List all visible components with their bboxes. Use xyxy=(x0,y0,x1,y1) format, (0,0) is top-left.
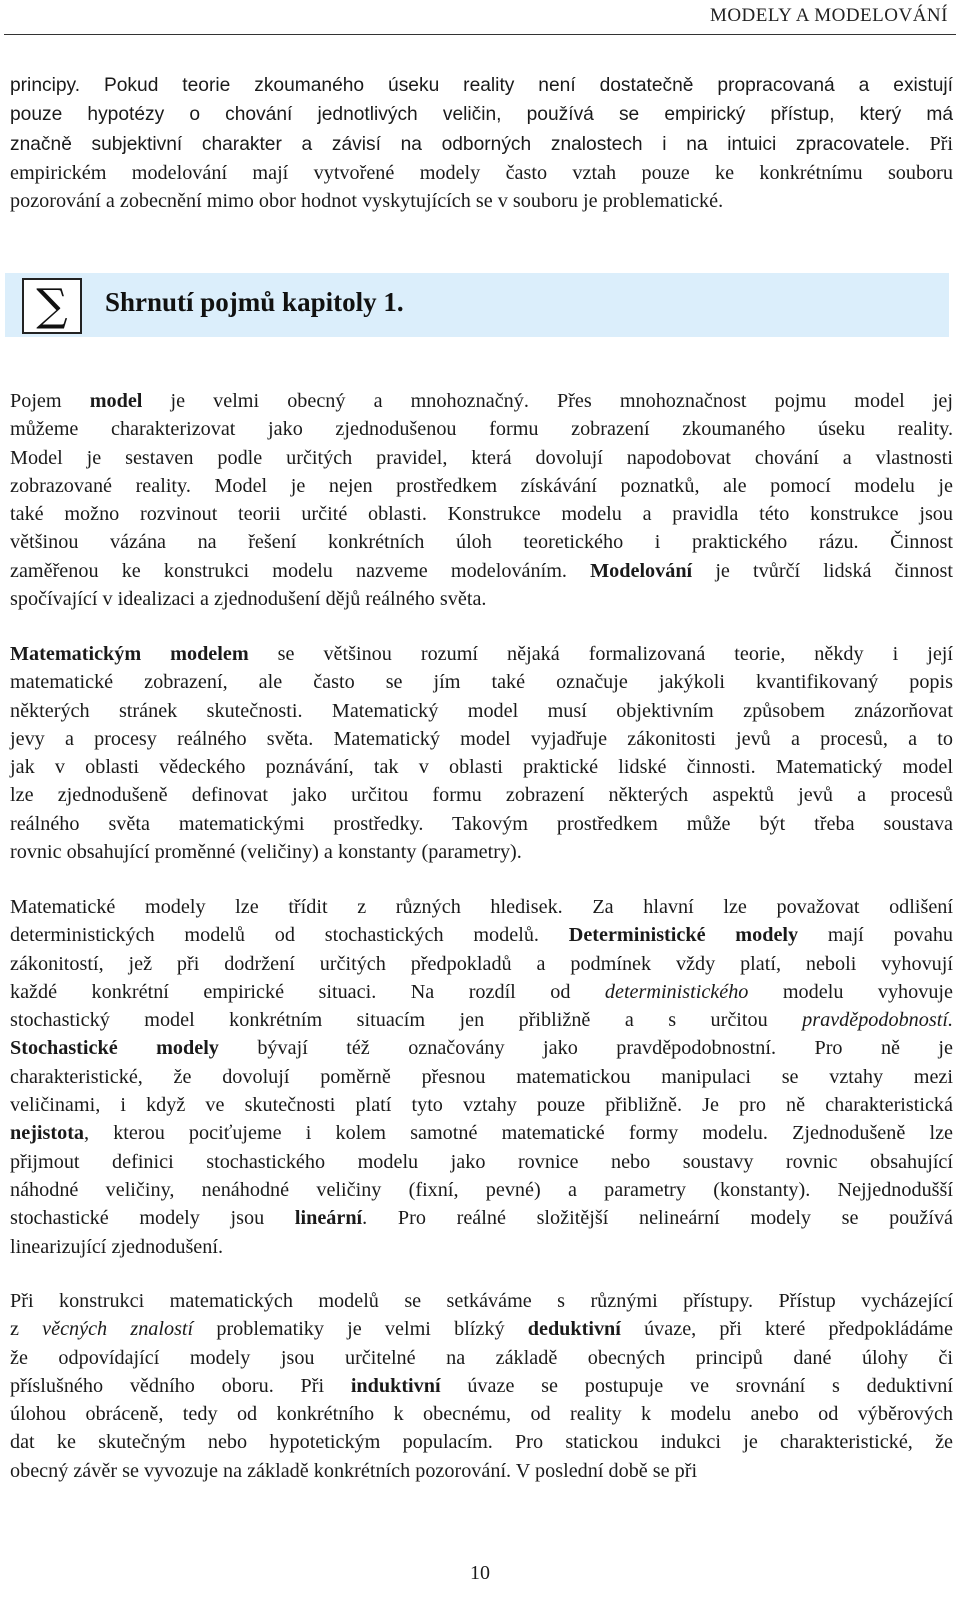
paragraph-mathematical-model xyxy=(10,640,953,866)
text-run: jevy a procesy reálného světa. Matematický model vyjadřuje zákonitosti jevů a procesů, a to xyxy=(10,727,953,750)
header-title: MODELY A MODELOVÁNÍ xyxy=(709,5,948,26)
text-line xyxy=(10,415,953,443)
text-run: se většinou rozumí nějaká formalizovaná teorie, někdy i její xyxy=(248,643,953,665)
text-line xyxy=(10,130,953,159)
bold-term: Modelování xyxy=(590,559,693,582)
text-line xyxy=(10,444,953,472)
text-run: zaměřenou ke konstrukci modelu nazveme modelováním. xyxy=(10,559,591,582)
text-line xyxy=(10,1457,953,1485)
text-run: reálného světa matematickými prostředky. Takovým prostředkem může být třeba soustava xyxy=(10,812,953,835)
page-number: 10 xyxy=(470,1562,490,1584)
text-line xyxy=(10,668,953,696)
text-line xyxy=(10,1148,953,1176)
text-run: dat ke skutečným nebo hypotetickým populacím. Pro statickou indukci je charakteristické, že xyxy=(10,1431,953,1454)
bold-term: lineární xyxy=(294,1207,363,1230)
text-run: zákonitostí, jež při dodržení určitých předpokladů a podmínek vždy platí, neboli vyhovují xyxy=(10,952,953,975)
text-run: modelu vyhovuje xyxy=(748,980,953,1003)
paragraph-approaches xyxy=(10,1287,953,1485)
text-run: Matematické modely lze třídit z různých hledisek. Za hlavní lze považovat odlišení xyxy=(10,896,953,918)
text-line xyxy=(10,810,953,838)
text-run: každé konkrétní empirické situaci. Na rozdíl od xyxy=(10,980,605,1003)
chapter-summary-banner xyxy=(5,273,949,337)
text-line xyxy=(10,71,953,100)
text-line xyxy=(10,100,953,129)
bold-term: deduktivní xyxy=(527,1318,621,1341)
text-line xyxy=(10,1176,953,1204)
text-line xyxy=(10,1372,953,1400)
text-line xyxy=(10,500,953,528)
text-run: Při xyxy=(910,132,954,155)
text-line xyxy=(10,950,953,978)
text-run: rovnic obsahující proměnné (veličiny) a konstanty (parametry). xyxy=(10,841,522,864)
text-line xyxy=(10,557,953,585)
text-line xyxy=(10,781,953,809)
text-run: z xyxy=(10,1318,43,1341)
bold-term: nejistota xyxy=(10,1122,85,1145)
text-line xyxy=(10,1287,953,1315)
text-line xyxy=(10,838,953,866)
text-line xyxy=(10,1119,953,1147)
text-run: veličinami, i když ve skutečnosti platí tyto vztahy pouze přibližně. Je pro ně charakteristická xyxy=(10,1094,953,1117)
text-line xyxy=(10,640,953,668)
sigma-icon: ∑ xyxy=(22,278,82,334)
paragraph-model-types xyxy=(10,893,953,1261)
text-line xyxy=(10,187,953,215)
text-line xyxy=(10,1428,953,1456)
text-line xyxy=(10,978,953,1006)
text-line xyxy=(10,725,953,753)
text-line xyxy=(10,753,953,781)
text-line xyxy=(10,1204,953,1232)
text-run: linearizující zjednodušení. xyxy=(10,1235,224,1258)
text-run: pozorování a zobecnění mimo obor hodnot vyskytujících se v souboru je problematické. xyxy=(10,190,724,213)
bold-term: induktivní xyxy=(350,1374,441,1397)
text-line xyxy=(10,585,953,613)
text-line xyxy=(10,697,953,725)
text-line xyxy=(10,528,953,556)
text-run: stochastický model konkrétním situacím jen přibližně a s určitou xyxy=(10,1009,803,1032)
text-run: , kterou pociťujeme i kolem samotné matematické formy modelu. Zjednodušeně lze xyxy=(84,1122,953,1145)
text-run: spočívající v idealizaci a zjednodušení dějů reálného světa. xyxy=(10,588,487,611)
text-line xyxy=(10,1063,953,1091)
text-run: principy. Pokud teorie zkoumaného úseku reality není dostatečně propracovaná a existují xyxy=(10,75,953,96)
text-line xyxy=(10,1233,953,1261)
text-run: pouze hypotézy o chování jednotlivých veličin, používá se empirický přístup, který má xyxy=(10,104,953,126)
text-run: deterministických modelů od stochastických modelů. xyxy=(10,924,569,947)
summary-title: Shrnutí pojmů kapitoly 1. xyxy=(105,287,404,317)
text-run: přijmout definici stochastického modelu jako rovnice nebo soustavy rovnic obsahující xyxy=(10,1150,953,1173)
paragraph-intro xyxy=(10,71,953,215)
text-run: značně subjektivní charakter a závisí na odborných znalostech i na intuici zpracovatele. xyxy=(10,133,911,155)
text-run: je tvůrčí lidská činnost xyxy=(692,559,953,582)
text-run: bývají též označovány jako pravděpodobnostní. Pro ně je xyxy=(218,1037,954,1060)
text-line xyxy=(10,1400,953,1428)
text-run: některých stránek skutečnosti. Matematický model musí objektivním způsobem znázorňovat xyxy=(10,699,953,722)
text-run: Model je sestaven podle určitých pravidel, která dovolují napodobovat chování a vlastnosti xyxy=(10,446,953,469)
text-run: stochastické modely jsou xyxy=(10,1207,295,1230)
text-run: že odpovídající modely jsou určitelné na základě obecných principů dané úlohy či xyxy=(10,1346,953,1369)
italic-term: pravděpodobností. xyxy=(802,1009,953,1032)
text-run: je velmi obecný a mnohoznačný. Přes mnohoznačnost pojmu model jej xyxy=(142,390,953,412)
header-rule xyxy=(4,34,956,35)
text-run: úvaze, při které předpokládáme xyxy=(620,1318,953,1341)
italic-term: deterministického xyxy=(604,980,749,1003)
bold-term: Deterministické modely xyxy=(568,924,799,947)
text-run: mají povahu xyxy=(798,924,954,947)
text-run: matematické zobrazení, ale často se jím také označuje jakýkoli kvantifikovaný popis xyxy=(10,671,953,694)
text-run: zobrazované reality. Model je nejen prostředkem získávání poznatků, ale pomocí modelu je xyxy=(10,474,953,497)
text-line xyxy=(10,1091,953,1119)
bold-term: Stochastické modely xyxy=(10,1037,219,1060)
text-run: lze zjednodušeně definovat jako určitou formu zobrazení některých aspektů jevů a procesů xyxy=(10,784,953,807)
text-run: také možno rozvinout teorii určité oblasti. Konstrukce modelu a pravidla této konstrukce jsou xyxy=(10,503,953,526)
text-run: Pojem xyxy=(10,390,90,412)
text-line xyxy=(10,1315,953,1343)
paragraph-model xyxy=(10,387,953,613)
text-run: . Pro reálné složitější nelineární modely se používá xyxy=(362,1207,953,1230)
text-line xyxy=(10,1344,953,1372)
text-run: problematiky je velmi blízký xyxy=(193,1318,528,1341)
text-run: obecný závěr se vyvozuje na základě konkrétních pozorování. V poslední době se při xyxy=(10,1459,698,1482)
text-line xyxy=(10,1006,953,1034)
text-run: úvaze se postupuje ve srovnání s deduktivní xyxy=(440,1374,953,1397)
text-run: Při konstrukci matematických modelů se setkáváme s různými přístupy. Přístup vycházející xyxy=(10,1290,953,1312)
text-run: jak v oblasti vědeckého poznávání, tak v oblasti praktické lidské činnosti. Matematický model xyxy=(10,756,953,779)
text-run: příslušného vědního oboru. Při xyxy=(10,1374,351,1397)
text-line xyxy=(10,159,953,187)
text-run: úlohou obráceně, tedy od konkrétního k obecnému, od reality k modelu anebo od výběrových xyxy=(10,1403,953,1426)
text-line xyxy=(10,387,953,415)
text-run: empirickém modelování mají vytvořené modely často vztah pouze ke konkrétnímu souboru xyxy=(10,161,953,184)
bold-term: model xyxy=(89,390,143,412)
text-run: můžeme charakterizovat jako zjednodušenou formu zobrazení zkoumaného úseku reality. xyxy=(10,418,953,441)
text-run: většinou vázána na řešení konkrétních úloh teoretického i praktického rázu. Činnost xyxy=(10,531,953,554)
text-line xyxy=(10,921,953,949)
text-line xyxy=(10,893,953,921)
italic-term: věcných znalostí xyxy=(42,1318,194,1341)
bold-term: Matematickým modelem xyxy=(10,643,249,665)
text-run: charakteristické, že dovolují poměrně přesnou matematickou manipulaci se vztahy mezi xyxy=(10,1065,953,1088)
text-line xyxy=(10,472,953,500)
page-header xyxy=(0,0,960,38)
text-run: náhodné veličiny, nenáhodné veličiny (fixní, pevné) a parametry (konstanty). Nejjednodušší xyxy=(10,1178,953,1201)
text-line xyxy=(10,1034,953,1062)
